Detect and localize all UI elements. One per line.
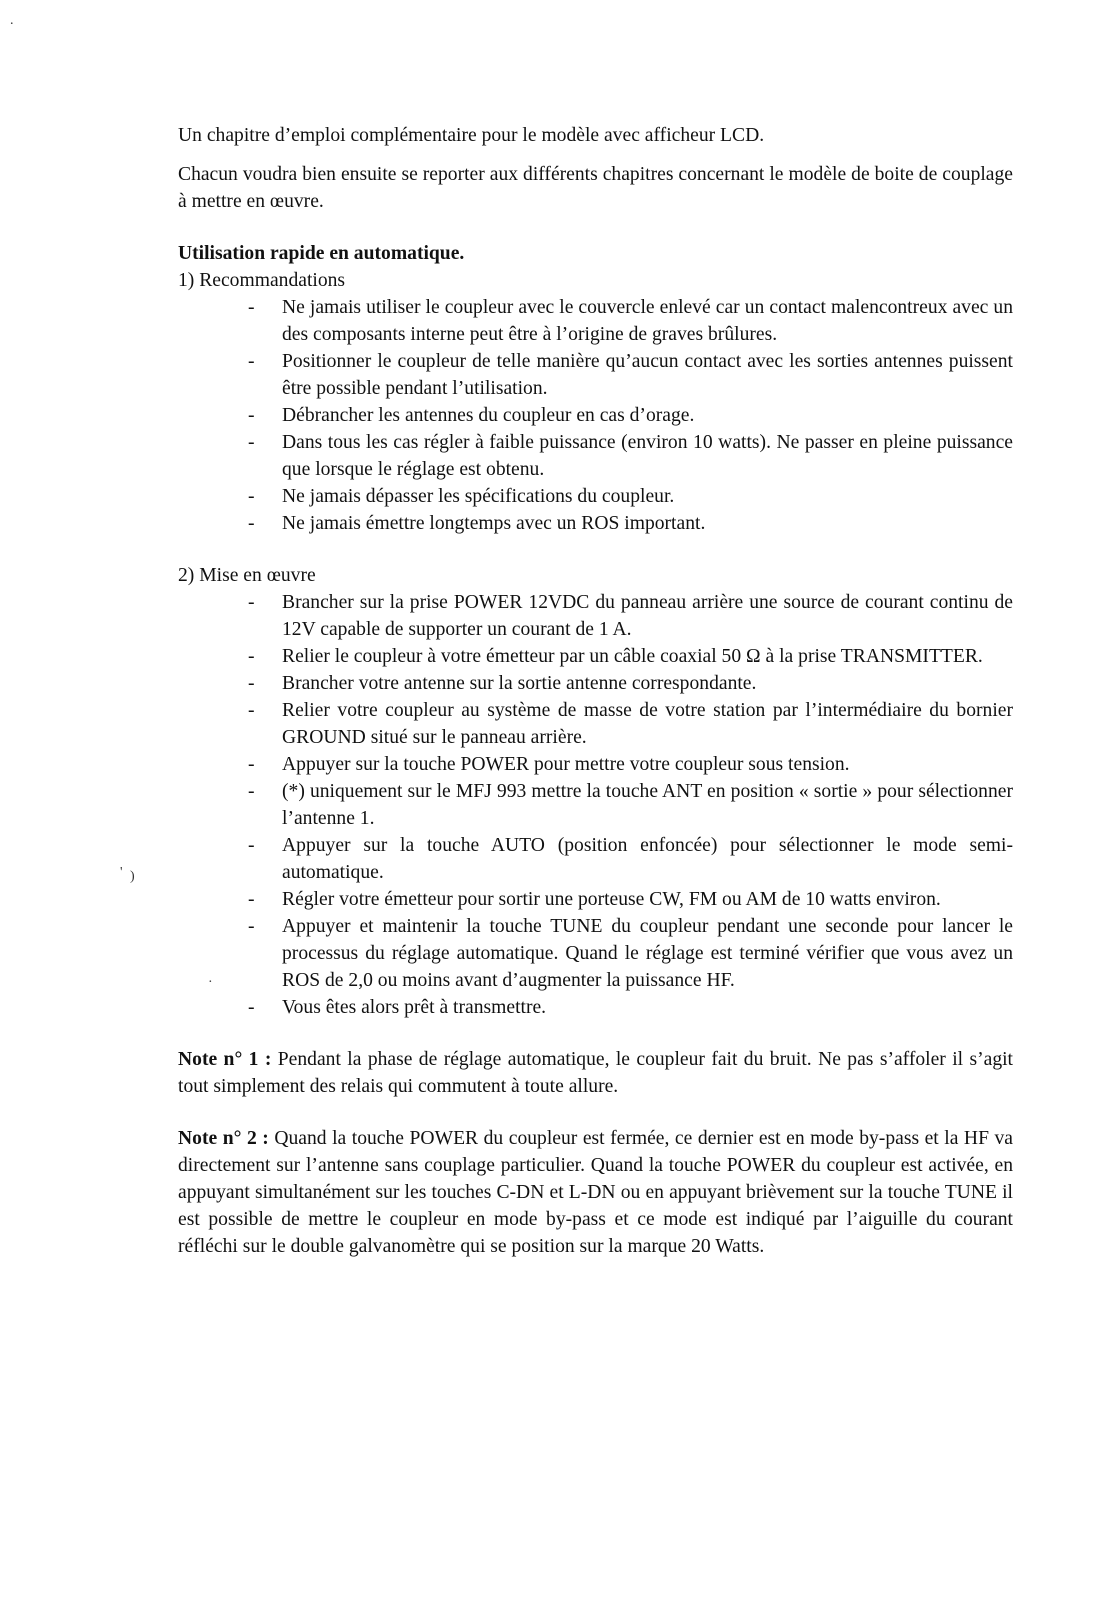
list-item xyxy=(248,429,1013,483)
list-item xyxy=(248,886,1013,913)
list-item xyxy=(248,510,1013,537)
document-body xyxy=(178,122,1013,1260)
list-item-text: (*) uniquement sur le MFJ 993 mettre la touche ANT en position « sortie » pour sélectionner l’antenne 1. xyxy=(282,781,1013,829)
list-item-text: Débrancher les antennes du coupleur en cas d’orage. xyxy=(282,405,695,426)
recommandations-heading: 1) Recommandations xyxy=(178,270,346,291)
list-item xyxy=(248,294,1013,348)
note-label: Note n° 1 : xyxy=(178,1049,272,1070)
scan-speck: . xyxy=(10,13,14,28)
list-item-text: Ne jamais émettre longtemps avec un ROS important. xyxy=(282,513,706,534)
list-item xyxy=(248,697,1013,751)
bullet-dash: - xyxy=(248,486,255,507)
bullet-dash: - xyxy=(248,592,255,613)
bullet-dash: - xyxy=(248,673,255,694)
list-item-text: Brancher sur la prise POWER 12VDC du panneau arrière une source de courant continu de 12V capable de supporter un courant de 1 A. xyxy=(282,592,1013,640)
scan-speck: · xyxy=(208,975,213,990)
note-paragraph xyxy=(178,1046,1013,1100)
intro-paragraph: Chacun voudra bien ensuite se reporter aux différents chapitres concernant le modèle de boite de couplage à mettre en œuvre. xyxy=(178,164,1013,212)
bullet-dash: - xyxy=(248,754,255,775)
note-paragraph xyxy=(178,1125,1013,1260)
note-label: Note n° 2 : xyxy=(178,1128,269,1149)
list-item-text: Ne jamais dépasser les spécifications du coupleur. xyxy=(282,486,675,507)
bullet-dash: - xyxy=(248,835,255,856)
bullet-dash: - xyxy=(248,297,255,318)
bullet-dash: - xyxy=(248,351,255,372)
list-item-text: Positionner le coupleur de telle manière qu’aucun contact avec les sorties antennes puissent être possible pendant l’utilisation. xyxy=(282,351,1013,399)
list-item-text: Vous êtes alors prêt à transmettre. xyxy=(282,997,547,1018)
bullet-dash: - xyxy=(248,781,255,802)
bullet-dash: - xyxy=(248,513,255,534)
recommandations-list xyxy=(178,294,1013,537)
mise-en-oeuvre-list xyxy=(178,589,1013,1021)
list-item xyxy=(248,589,1013,643)
list-item-text: Régler votre émetteur pour sortir une porteuse CW, FM ou AM de 10 watts environ. xyxy=(282,889,941,910)
list-item xyxy=(248,643,1013,670)
list-item xyxy=(248,483,1013,510)
scan-speck: ' xyxy=(120,865,123,880)
bullet-dash: - xyxy=(248,997,255,1018)
mise-en-oeuvre-heading: 2) Mise en œuvre xyxy=(178,565,316,586)
list-item xyxy=(248,778,1013,832)
list-item xyxy=(248,348,1013,402)
bullet-dash: - xyxy=(248,646,255,667)
list-item-text: Relier votre coupleur au système de masse de votre station par l’intermédiaire du bornier GROUND situé sur le panneau arrière. xyxy=(282,700,1013,748)
bullet-dash: - xyxy=(248,432,255,453)
bullet-dash: - xyxy=(248,405,255,426)
list-item-text: Appuyer sur la touche POWER pour mettre votre coupleur sous tension. xyxy=(282,754,850,775)
section-title: Utilisation rapide en automatique. xyxy=(178,243,465,264)
bullet-dash: - xyxy=(248,889,255,910)
list-item-text: Appuyer et maintenir la touche TUNE du coupleur pendant une seconde pour lancer le processus du réglage automatique. Quand le réglage est terminé vérifier que vous avez un ROS de 2,0 ou moins avant d’augmenter la puissance HF. xyxy=(282,916,1013,991)
bullet-dash: - xyxy=(248,916,255,937)
list-item xyxy=(248,994,1013,1021)
list-item xyxy=(248,402,1013,429)
list-item-text: Brancher votre antenne sur la sortie antenne correspondante. xyxy=(282,673,757,694)
list-item xyxy=(248,670,1013,697)
list-item-text: Appuyer sur la touche AUTO (position enfoncée) pour sélectionner le mode semi-automatique. xyxy=(282,835,1013,883)
note-text: Pendant la phase de réglage automatique, le coupleur fait du bruit. Ne pas s’affoler il s’agit tout simplement des relais qui commutent à toute allure. xyxy=(178,1049,1014,1097)
note-text: Quand la touche POWER du coupleur est fermée, ce dernier est en mode by-pass et la HF va directement sur l’antenne sans couplage particulier. Quand la touche POWER du coupleur est activée, en appuyant simultanément sur les touches C-DN et L-DN ou en appuyant brièvement sur la touche TUNE il est possible de mettre le coupleur en mode by-pass et ce mode est indiqué par l’aiguille du courant réfléchi sur le double galvanomètre qui se position sur la marque 20 Watts. xyxy=(178,1128,1013,1257)
list-item-text: Dans tous les cas régler à faible puissance (environ 10 watts). Ne passer en pleine puissance que lorsque le réglage est obtenu. xyxy=(282,432,1013,480)
scan-speck: ) xyxy=(130,869,135,884)
intro-paragraph: Un chapitre d’emploi complémentaire pour le modèle avec afficheur LCD. xyxy=(178,125,765,146)
list-item xyxy=(248,913,1013,994)
list-item xyxy=(248,832,1013,886)
list-item-text: Ne jamais utiliser le coupleur avec le couvercle enlevé car un contact malencontreux avec un des composants interne peut être à l’origine de graves brûlures. xyxy=(282,297,1013,345)
list-item xyxy=(248,751,1013,778)
list-item-text: Relier le coupleur à votre émetteur par un câble coaxial 50 Ω à la prise TRANSMITTER. xyxy=(282,646,983,667)
bullet-dash: - xyxy=(248,700,255,721)
